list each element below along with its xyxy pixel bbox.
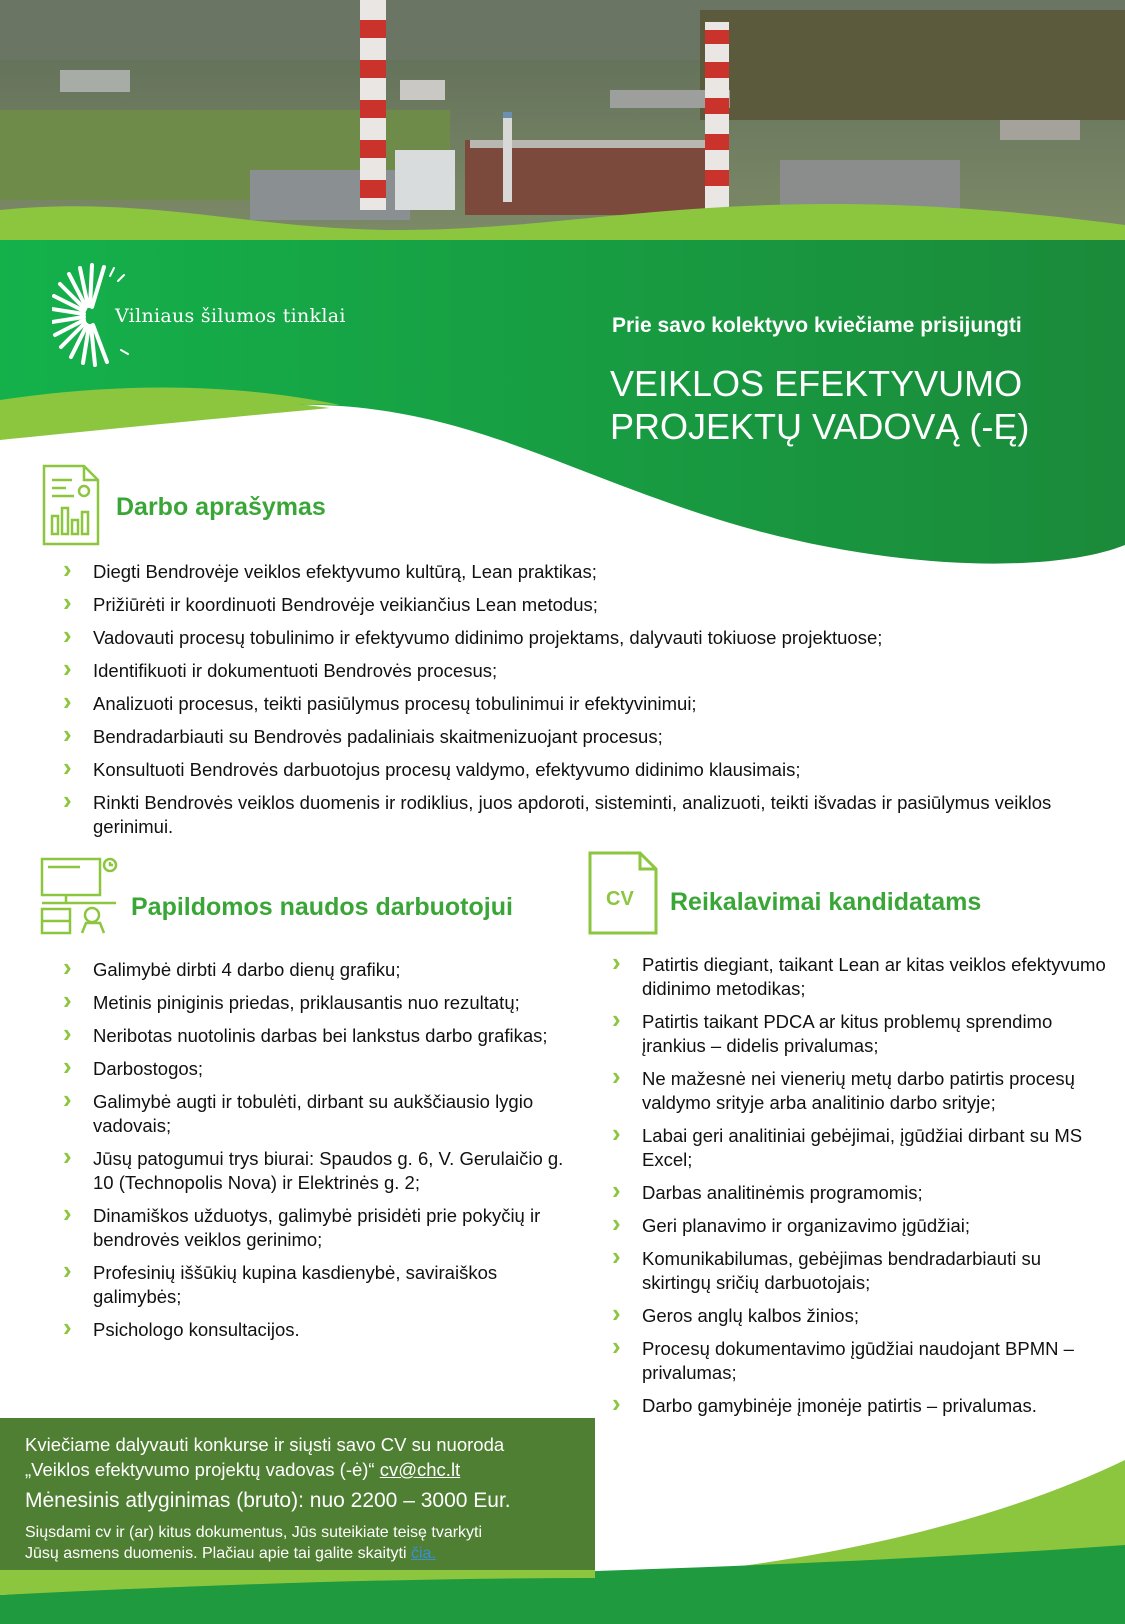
list-item: › Rinkti Bendrovės veiklos duomenis ir rodiklius, juos apdoroti, sisteminti, analizuoti, teikti išvadas ir pasiūlymus veiklos gerinimui. (63, 791, 1103, 839)
list-item: › Procesų dokumentavimo įgūdžiai naudojant BPMN – privalumas; (612, 1337, 1107, 1385)
apply-line1: Kviečiame dalyvauti konkurse ir siųsti savo CV su nuoroda (25, 1434, 505, 1455)
list-item: › Identifikuoti ir dokumentuoti Bendrovės procesus; (63, 659, 1103, 683)
requirements-list (612, 953, 1107, 1427)
privacy-line1: Siųsdami cv ir (ar) kitus dokumentus, Jūs suteikiate teisę tvarkyti (25, 1524, 483, 1541)
list-item: › Geros anglų kalbos žinios; (612, 1304, 1107, 1328)
footer-green-wave (0, 1460, 1125, 1624)
list-item: › Neribotas nuotolinis darbas bei lankstus darbo grafikas; (63, 1024, 573, 1048)
list-item: › Bendradarbiauti su Bendrovės padaliniais skaitmenizuojant procesus; (63, 725, 1103, 749)
list-item: › Diegti Bendrovėje veiklos efektyvumo kultūrą, Lean praktikas; (63, 560, 1103, 584)
position-title-line2: PROJEKTŲ VADOVĄ (-Ę) (610, 406, 1030, 447)
company-name: Vilniaus šilumos tinklai (115, 305, 346, 327)
description-list (63, 560, 1103, 848)
position-title-line1: VEIKLOS EFEKTYVUMO (610, 363, 1023, 404)
workplace-icon (40, 857, 118, 935)
document-chart-icon (42, 464, 100, 546)
list-item: › Patirtis taikant PDCA ar kitus problemų sprendimo įrankius – didelis privalumas; (612, 1010, 1107, 1058)
list-item: › Dinamiškos užduotys, galimybė prisidėti prie pokyčių ir bendrovės veiklos gerinimo; (63, 1204, 573, 1252)
list-item: › Galimybė augti ir tobulėti, dirbant su aukščiausio lygio vadovais; (63, 1090, 573, 1138)
description-title: Darbo aprašymas (116, 493, 326, 521)
list-item: › Vadovauti procesų tobulinimo ir efektyvumo didinimo projektams, dalyvauti tokiuose projektuose; (63, 626, 1103, 650)
list-item: › Metinis piniginis priedas, priklausantis nuo rezultatų; (63, 991, 573, 1015)
cv-icon-text: CV (606, 888, 634, 910)
list-item: › Komunikabilumas, gebėjimas bendradarbiauti su skirtingų sričių darbuotojais; (612, 1247, 1107, 1295)
list-item: › Geri planavimo ir organizavimo įgūdžiai; (612, 1214, 1107, 1238)
position-title (610, 362, 1080, 448)
list-item: › Analizuoti procesus, teikti pasiūlymus procesų tobulinimui ir efektyvinimui; (63, 692, 1103, 716)
privacy-link[interactable]: čia. (410, 1545, 436, 1562)
apply-line2: „Veiklos efektyvumo projektų vadovas (-ė)“ (25, 1459, 380, 1480)
list-item: › Labai geri analitiniai gebėjimai, įgūdžiai dirbant su MS Excel; (612, 1124, 1107, 1172)
privacy-line2: Jūsų asmens duomenis. Plačiau apie tai galite skaityti (25, 1545, 411, 1562)
invite-text: Prie savo kolektyvo kviečiame prisijungti (612, 314, 1022, 337)
list-item: › Konsultuoti Bendrovės darbuotojus procesų valdymo, efektyvumo didinimo klausimais; (63, 758, 1103, 782)
list-item: › Darbo gamybinėje įmonėje patirtis – privalumas. (612, 1394, 1107, 1418)
list-item: › Prižiūrėti ir koordinuoti Bendrovėje veikiančius Lean metodus; (63, 593, 1103, 617)
email-link[interactable]: cv@chc.lt (379, 1459, 461, 1480)
benefits-list (63, 958, 573, 1351)
list-item: › Darbostogos; (63, 1057, 573, 1081)
cv-document-icon (588, 851, 658, 935)
list-item: › Psichologo konsultacijos. (63, 1318, 573, 1342)
salary-text: Mėnesinis atlyginimas (bruto): nuo 2200 – 3000 Eur. (25, 1489, 511, 1512)
benefits-title: Papildomos naudos darbuotojui (131, 893, 513, 921)
list-item: › Galimybė dirbti 4 darbo dienų grafiku; (63, 958, 573, 982)
list-item: › Profesinių iššūkių kupina kasdienybė, saviraiškos galimybės; (63, 1261, 573, 1309)
list-item: › Darbas analitinėmis programomis; (612, 1181, 1107, 1205)
list-item: › Patirtis diegiant, taikant Lean ar kitas veiklos efektyvumo didinimo metodikas; (612, 953, 1107, 1001)
list-item: › Ne mažesnė nei vienerių metų darbo patirtis procesų valdymo srityje arba analitinio darbo srityje; (612, 1067, 1107, 1115)
list-item: › Jūsų patogumui trys biurai: Spaudos g. 6, V. Gerulaičio g. 10 (Technopolis Nova) ir Elektrinės g. 2; (63, 1147, 573, 1195)
requirements-title: Reikalavimai kandidatams (670, 888, 982, 916)
